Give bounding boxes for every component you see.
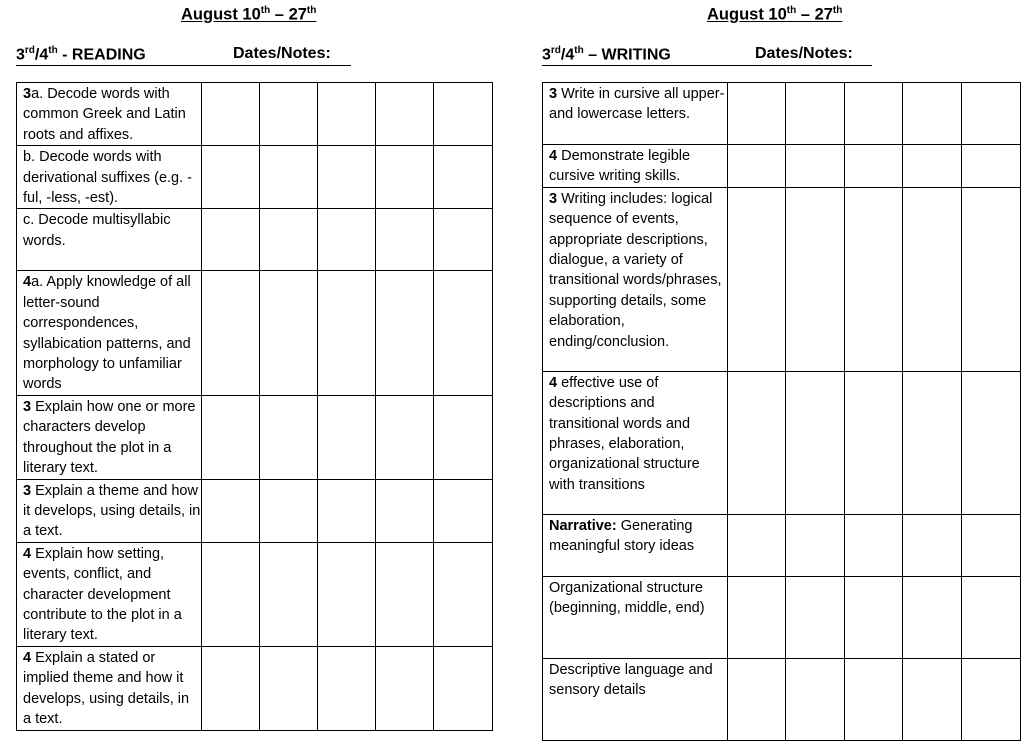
- date-notes-cell[interactable]: [786, 371, 845, 514]
- date-notes-cell[interactable]: [318, 209, 376, 271]
- date-notes-cell[interactable]: [728, 658, 786, 740]
- standard-number: Narrative:: [549, 517, 617, 534]
- standard-text: Explain how one or more characters develop throughout the plot in a literary text.: [23, 398, 196, 477]
- table-row: [17, 146, 493, 209]
- date-notes-cell[interactable]: [903, 187, 962, 371]
- date-notes-cell[interactable]: [903, 371, 962, 514]
- table-row: [17, 83, 493, 146]
- standard-cell: [17, 271, 202, 395]
- date-notes-cell[interactable]: [318, 146, 376, 209]
- date-notes-cell[interactable]: [845, 145, 903, 188]
- table-row: [543, 187, 1021, 371]
- table-row: [543, 576, 1021, 658]
- standard-number: 3: [23, 398, 32, 415]
- date-notes-cell[interactable]: [202, 83, 260, 146]
- standard-cell: [17, 479, 202, 542]
- date-notes-cell[interactable]: [786, 576, 845, 658]
- date-notes-cell[interactable]: [318, 83, 376, 146]
- date-notes-cell[interactable]: [318, 395, 376, 479]
- standard-number: 3: [549, 86, 558, 102]
- writing-date-title: August 10th – 27th: [707, 5, 843, 24]
- date-notes-cell[interactable]: [434, 146, 493, 209]
- date-notes-cell[interactable]: [786, 514, 845, 576]
- date-notes-cell[interactable]: [376, 83, 434, 146]
- standard-number: 3: [549, 190, 558, 207]
- table-row: [543, 371, 1021, 514]
- date-notes-cell[interactable]: [728, 576, 786, 658]
- date-notes-cell[interactable]: [202, 146, 260, 209]
- date-notes-cell[interactable]: [786, 145, 845, 188]
- date-notes-cell[interactable]: [376, 146, 434, 209]
- date-notes-cell[interactable]: [434, 542, 493, 646]
- date-notes-cell[interactable]: [260, 146, 318, 209]
- date-notes-cell[interactable]: [376, 479, 434, 542]
- standard-cell: [543, 371, 728, 514]
- date-notes-cell[interactable]: [845, 514, 903, 576]
- standard-text: b. Decode words with derivational suffixes (e.g. -ful, -less, -est).: [23, 149, 192, 207]
- date-notes-cell[interactable]: [434, 209, 493, 271]
- date-notes-cell[interactable]: [434, 479, 493, 542]
- standard-number: 4: [23, 274, 32, 291]
- standard-cell: [543, 187, 728, 371]
- date-notes-cell[interactable]: [202, 542, 260, 646]
- date-notes-cell[interactable]: [786, 83, 845, 145]
- standard-text: c. Decode multisyllabic words.: [23, 212, 171, 249]
- date-notes-cell[interactable]: [434, 395, 493, 479]
- date-notes-cell[interactable]: [376, 542, 434, 646]
- reading-date-title: August 10th – 27th: [181, 5, 317, 24]
- date-notes-cell[interactable]: [903, 145, 962, 188]
- date-notes-cell[interactable]: [903, 514, 962, 576]
- date-notes-cell[interactable]: [845, 187, 903, 371]
- date-notes-cell[interactable]: [318, 479, 376, 542]
- date-notes-cell[interactable]: [962, 187, 1021, 371]
- date-notes-cell[interactable]: [845, 83, 903, 145]
- date-notes-cell[interactable]: [376, 646, 434, 730]
- standard-text: effective use of descriptions and transitional words and phrases, elaboration, organizational structure with transitions: [549, 374, 700, 493]
- standard-cell: [543, 576, 728, 658]
- table-row: [17, 395, 493, 479]
- standard-number: 4: [23, 649, 32, 666]
- standard-cell: [543, 83, 728, 145]
- date-notes-cell[interactable]: [728, 371, 786, 514]
- standard-text: a. Apply knowledge of all letter-sound correspondences, syllabication patterns, and morphology to unfamiliar words: [23, 274, 191, 393]
- date-notes-cell[interactable]: [962, 576, 1021, 658]
- standard-text: Explain a theme and how it develops, using details, in a text.: [23, 482, 201, 540]
- standard-number: 4: [549, 374, 558, 391]
- standard-text: Write in cursive all upper- and lowercase letters.: [549, 86, 725, 123]
- date-notes-cell[interactable]: [903, 658, 962, 740]
- date-notes-cell[interactable]: [728, 83, 786, 145]
- date-notes-cell[interactable]: [318, 646, 376, 730]
- date-notes-cell[interactable]: [962, 145, 1021, 188]
- date-notes-cell[interactable]: [962, 514, 1021, 576]
- table-row: [543, 658, 1021, 740]
- date-notes-cell[interactable]: [318, 271, 376, 395]
- date-notes-cell[interactable]: [376, 271, 434, 395]
- standard-text: Explain a stated or implied theme and how it develops, using details, in a text.: [23, 649, 190, 727]
- date-notes-cell[interactable]: [260, 271, 318, 395]
- writing-table: [542, 82, 1021, 741]
- standard-cell: [543, 514, 728, 576]
- standard-text: Writing includes: logical sequence of events, appropriate descriptions, dialogue, a variety of transitional words/phrases, supporting details, some elaboration, ending/conclusion.: [549, 190, 722, 350]
- standard-text: Organizational structure (beginning, middle, end): [549, 579, 705, 617]
- date-notes-cell[interactable]: [260, 209, 318, 271]
- reading-subhead: 3rd/4th - READING Dates/Notes:: [16, 45, 351, 66]
- date-notes-cell[interactable]: [903, 576, 962, 658]
- writing-notes-label: Dates/Notes:: [755, 45, 853, 62]
- standard-text: Descriptive language and sensory details: [549, 661, 713, 699]
- standard-cell: [17, 542, 202, 646]
- table-row: [17, 646, 493, 730]
- date-notes-cell[interactable]: [260, 646, 318, 730]
- date-notes-cell[interactable]: [962, 658, 1021, 740]
- date-notes-cell[interactable]: [845, 371, 903, 514]
- standard-text: Demonstrate legible cursive writing skills.: [549, 148, 691, 185]
- date-notes-cell[interactable]: [962, 83, 1021, 145]
- date-notes-cell[interactable]: [728, 514, 786, 576]
- date-notes-cell[interactable]: [376, 395, 434, 479]
- standard-number: 4: [23, 545, 32, 562]
- date-notes-cell[interactable]: [202, 395, 260, 479]
- reading-notes-label: Dates/Notes:: [233, 45, 331, 62]
- date-notes-cell[interactable]: [903, 83, 962, 145]
- standard-number: 3: [23, 482, 32, 499]
- date-notes-cell[interactable]: [260, 479, 318, 542]
- standard-number: 4: [549, 148, 558, 164]
- standard-text: Explain how setting, events, conflict, and character development contribute to the plot in a literary text.: [23, 545, 182, 644]
- standard-number: 3: [23, 86, 32, 102]
- date-notes-cell[interactable]: [962, 371, 1021, 514]
- standard-cell: [543, 145, 728, 188]
- writing-subhead: 3rd/4th – WRITING Dates/Notes:: [542, 45, 872, 66]
- date-notes-cell[interactable]: [202, 479, 260, 542]
- standard-cell: [17, 395, 202, 479]
- table-row: [17, 479, 493, 542]
- date-notes-cell[interactable]: [202, 646, 260, 730]
- table-row: [543, 83, 1021, 145]
- date-notes-cell[interactable]: [434, 83, 493, 146]
- standard-cell: [17, 646, 202, 730]
- table-row: [17, 209, 493, 271]
- date-notes-cell[interactable]: [728, 145, 786, 188]
- standard-text: Generating meaningful story ideas: [549, 517, 695, 555]
- date-notes-cell[interactable]: [434, 646, 493, 730]
- date-notes-cell[interactable]: [260, 83, 318, 146]
- date-notes-cell[interactable]: [260, 542, 318, 646]
- date-notes-cell[interactable]: [318, 542, 376, 646]
- date-notes-cell[interactable]: [786, 187, 845, 371]
- standard-cell: [17, 83, 202, 146]
- date-notes-cell[interactable]: [434, 271, 493, 395]
- table-row: [543, 145, 1021, 188]
- date-notes-cell[interactable]: [786, 658, 845, 740]
- standard-cell: [17, 209, 202, 271]
- standard-text: a. Decode words with common Greek and Latin roots and affixes.: [23, 86, 186, 143]
- date-notes-cell[interactable]: [845, 658, 903, 740]
- date-notes-cell[interactable]: [845, 576, 903, 658]
- table-row: [543, 514, 1021, 576]
- reading-table: [16, 82, 493, 731]
- date-notes-cell[interactable]: [260, 395, 318, 479]
- date-notes-cell[interactable]: [728, 187, 786, 371]
- table-row: [17, 271, 493, 395]
- date-notes-cell[interactable]: [376, 209, 434, 271]
- date-notes-cell[interactable]: [202, 271, 260, 395]
- standard-cell: [543, 658, 728, 740]
- standard-cell: [17, 146, 202, 209]
- table-row: [17, 542, 493, 646]
- date-notes-cell[interactable]: [202, 209, 260, 271]
